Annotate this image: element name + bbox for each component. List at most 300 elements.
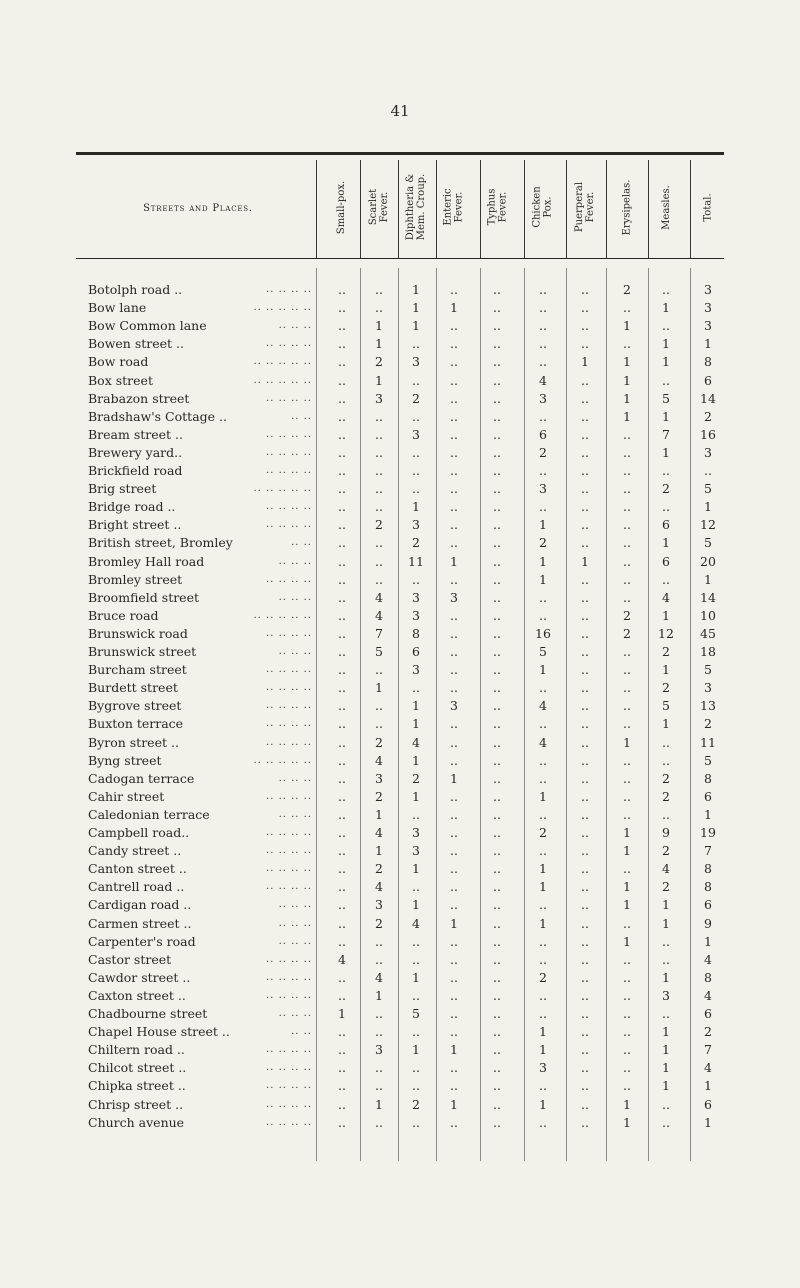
table-cell: 1 bbox=[662, 354, 670, 370]
table-cell: 1 bbox=[662, 1078, 670, 1094]
table-cell: .. bbox=[450, 969, 458, 985]
table-cell: .. bbox=[623, 463, 631, 478]
table-cell: .. bbox=[581, 372, 589, 388]
table-cell: 1 bbox=[704, 571, 712, 587]
table-cell: .. bbox=[493, 300, 501, 316]
table-cell: 18 bbox=[700, 644, 716, 659]
leader-dots: .. .. .. bbox=[278, 917, 312, 929]
column-header-label: Chicken Pox. bbox=[532, 186, 554, 228]
table-cell: 3 bbox=[704, 300, 712, 316]
street-name: Brickfield road bbox=[88, 463, 183, 478]
table-cell: .. bbox=[450, 806, 458, 822]
street-name: Church avenue bbox=[88, 1114, 185, 1130]
table-cell: .. bbox=[412, 336, 420, 352]
table-cell: .. bbox=[493, 354, 501, 370]
table-cell: .. bbox=[493, 734, 501, 750]
leader-dots: .. .. .. bbox=[278, 772, 312, 784]
table-cell: 3 bbox=[450, 698, 458, 714]
table-cell: .. bbox=[623, 589, 631, 605]
table-cell: 9 bbox=[704, 915, 712, 931]
table-cell: .. bbox=[493, 825, 501, 840]
street-name: Cawdor street .. bbox=[88, 969, 191, 985]
table-cell: 1 bbox=[704, 1114, 712, 1130]
table-cell: 3 bbox=[412, 662, 420, 678]
table-cell: .. bbox=[623, 553, 631, 569]
column-header bbox=[690, 160, 726, 254]
table-cell: .. bbox=[623, 336, 631, 352]
table-cell: 2 bbox=[662, 770, 670, 786]
table-cell: .. bbox=[539, 408, 547, 424]
table-cell: 1 bbox=[450, 915, 458, 931]
street-name: Burcham street bbox=[88, 662, 187, 678]
table-cell: .. bbox=[581, 1024, 589, 1040]
street-name: Brunswick street bbox=[88, 644, 197, 659]
table-cell: 1 bbox=[662, 1042, 670, 1058]
column-header bbox=[479, 160, 515, 254]
table-cell: .. bbox=[704, 463, 712, 478]
table-row bbox=[0, 661, 800, 679]
table-cell: .. bbox=[450, 390, 458, 406]
table-cell: .. bbox=[662, 933, 670, 949]
table-cell: .. bbox=[493, 1060, 501, 1076]
leader-dots: .. .. .. bbox=[278, 935, 312, 947]
table-cell: .. bbox=[375, 951, 383, 967]
table-cell: .. bbox=[581, 662, 589, 678]
street-name: Bow lane bbox=[88, 300, 147, 316]
street-name: Bridge road .. bbox=[88, 499, 176, 515]
table-cell: .. bbox=[539, 987, 547, 1003]
street-name: Brig street bbox=[88, 481, 157, 497]
table-row bbox=[0, 752, 800, 770]
table-row bbox=[0, 480, 800, 498]
table-cell: .. bbox=[623, 1042, 631, 1058]
table-cell: .. bbox=[493, 698, 501, 714]
table-cell: .. bbox=[450, 625, 458, 641]
table-cell: .. bbox=[412, 879, 420, 895]
table-cell: .. bbox=[338, 354, 346, 370]
table-cell: .. bbox=[623, 300, 631, 316]
table-cell: .. bbox=[662, 951, 670, 967]
table-cell: .. bbox=[623, 861, 631, 877]
column-header-label: Diphtheria & Mem. Croup. bbox=[405, 173, 428, 241]
table-cell: .. bbox=[493, 680, 501, 696]
table-cell: .. bbox=[662, 1114, 670, 1130]
table-cell: 3 bbox=[412, 825, 420, 840]
table-cell: .. bbox=[539, 300, 547, 316]
table-cell: 4 bbox=[539, 372, 547, 388]
table-cell: .. bbox=[338, 987, 346, 1003]
table-cell: .. bbox=[493, 589, 501, 605]
table-cell: .. bbox=[338, 607, 346, 623]
table-cell: .. bbox=[581, 390, 589, 406]
table-cell: .. bbox=[581, 1060, 589, 1076]
table-cell: .. bbox=[450, 571, 458, 587]
table-cell: .. bbox=[450, 644, 458, 659]
table-cell: 3 bbox=[539, 390, 547, 406]
table-cell: .. bbox=[338, 806, 346, 822]
table-cell: 5 bbox=[375, 644, 383, 659]
table-row bbox=[0, 1096, 800, 1114]
table-cell: 4 bbox=[375, 607, 383, 623]
table-cell: .. bbox=[623, 716, 631, 732]
table-cell: 8 bbox=[412, 625, 420, 641]
leader-dots: .. .. .. bbox=[278, 320, 312, 332]
table-cell: .. bbox=[412, 1078, 420, 1094]
table-row bbox=[0, 969, 800, 987]
table-cell: .. bbox=[450, 1006, 458, 1021]
table-cell: 1 bbox=[539, 788, 547, 804]
table-cell: 1 bbox=[539, 879, 547, 895]
table-row bbox=[0, 353, 800, 371]
table-cell: .. bbox=[539, 897, 547, 913]
table-cell: .. bbox=[539, 499, 547, 515]
table-cell: .. bbox=[338, 625, 346, 641]
table-row bbox=[0, 1114, 800, 1132]
table-cell: .. bbox=[539, 336, 547, 352]
table-cell: 1 bbox=[412, 1042, 420, 1058]
table-cell: .. bbox=[375, 1078, 383, 1094]
table-cell: .. bbox=[493, 933, 501, 949]
table-cell: 1 bbox=[623, 390, 631, 406]
table-cell: .. bbox=[581, 589, 589, 605]
table-cell: 1 bbox=[412, 716, 420, 732]
table-cell: 1 bbox=[662, 662, 670, 678]
header-bottom-rule bbox=[76, 258, 724, 259]
table-cell: 1 bbox=[375, 987, 383, 1003]
table-cell: .. bbox=[450, 499, 458, 515]
table-cell: .. bbox=[493, 499, 501, 515]
table-row bbox=[0, 915, 800, 933]
leader-dots: .. .. .. .. bbox=[266, 284, 312, 295]
table-row bbox=[0, 643, 800, 661]
table-cell: .. bbox=[412, 1060, 420, 1076]
column-header bbox=[567, 160, 603, 254]
street-name: Caxton street .. bbox=[88, 987, 186, 1003]
table-cell: .. bbox=[338, 716, 346, 732]
table-cell: .. bbox=[450, 1114, 458, 1130]
street-name: British street, Bromley bbox=[88, 535, 233, 551]
column-rule bbox=[648, 160, 649, 258]
table-row bbox=[0, 607, 800, 625]
table-cell: .. bbox=[493, 1042, 501, 1058]
table-cell: 14 bbox=[700, 589, 716, 605]
table-cell: .. bbox=[450, 987, 458, 1003]
table-cell: .. bbox=[338, 282, 346, 297]
table-cell: .. bbox=[493, 788, 501, 804]
table-cell: .. bbox=[623, 481, 631, 497]
table-cell: 1 bbox=[581, 553, 589, 569]
table-cell: 2 bbox=[412, 770, 420, 786]
table-cell: .. bbox=[493, 336, 501, 352]
table-cell: 1 bbox=[623, 1114, 631, 1130]
table-cell: .. bbox=[450, 951, 458, 967]
table-cell: .. bbox=[450, 933, 458, 949]
table-cell: 1 bbox=[623, 1096, 631, 1112]
table-cell: 4 bbox=[375, 589, 383, 605]
table-cell: 2 bbox=[375, 354, 383, 370]
table-cell: 1 bbox=[450, 770, 458, 786]
leader-dots: .. .. .. .. bbox=[266, 1044, 312, 1056]
table-cell: .. bbox=[662, 372, 670, 388]
leader-dots: .. .. .. bbox=[278, 646, 312, 657]
leader-dots: .. .. .. .. .. bbox=[253, 609, 312, 621]
column-header bbox=[609, 160, 645, 254]
table-cell: 1 bbox=[338, 1006, 346, 1021]
street-name: Bow Common lane bbox=[88, 318, 207, 334]
table-cell: .. bbox=[623, 644, 631, 659]
leader-dots: .. .. .. bbox=[278, 591, 312, 603]
table-cell: .. bbox=[581, 752, 589, 768]
table-cell: .. bbox=[581, 481, 589, 497]
table-cell: 1 bbox=[581, 354, 589, 370]
table-cell: .. bbox=[581, 300, 589, 316]
table-cell: .. bbox=[450, 408, 458, 424]
table-cell: 4 bbox=[704, 951, 712, 967]
table-cell: .. bbox=[581, 770, 589, 786]
table-cell: .. bbox=[412, 933, 420, 949]
table-cell: .. bbox=[338, 481, 346, 497]
table-cell: .. bbox=[412, 987, 420, 1003]
table-cell: 2 bbox=[623, 282, 631, 297]
leader-dots: .. .. .. .. bbox=[266, 971, 312, 983]
table-cell: .. bbox=[338, 444, 346, 460]
table-cell: .. bbox=[581, 843, 589, 859]
table-cell: .. bbox=[338, 535, 346, 551]
street-name: Cadogan terrace bbox=[88, 770, 195, 786]
table-cell: .. bbox=[493, 969, 501, 985]
table-cell: 1 bbox=[623, 825, 631, 840]
table-cell: .. bbox=[338, 318, 346, 334]
table-row bbox=[0, 1005, 800, 1023]
street-name: Cantrell road .. bbox=[88, 879, 185, 895]
table-cell: 2 bbox=[662, 644, 670, 659]
table-cell: 5 bbox=[704, 752, 712, 768]
table-row bbox=[0, 1023, 800, 1041]
table-cell: .. bbox=[493, 625, 501, 641]
table-cell: 6 bbox=[662, 553, 670, 569]
street-name: Broomfield street bbox=[88, 589, 200, 605]
column-rule bbox=[606, 160, 607, 258]
table-cell: 1 bbox=[623, 933, 631, 949]
table-cell: 1 bbox=[623, 879, 631, 895]
table-cell: .. bbox=[539, 951, 547, 967]
table-cell: 4 bbox=[338, 951, 346, 967]
table-row bbox=[0, 317, 800, 335]
table-cell: 1 bbox=[375, 372, 383, 388]
table-cell: 4 bbox=[375, 825, 383, 840]
column-header bbox=[436, 160, 472, 254]
table-cell: .. bbox=[493, 1078, 501, 1094]
table-cell: .. bbox=[450, 282, 458, 297]
table-row bbox=[0, 426, 800, 444]
table-cell: 1 bbox=[662, 336, 670, 352]
table-cell: 2 bbox=[539, 969, 547, 985]
table-cell: .. bbox=[493, 535, 501, 551]
leader-dots: .. .. bbox=[291, 537, 312, 549]
table-cell: 1 bbox=[623, 843, 631, 859]
leader-dots: .. .. bbox=[291, 410, 312, 422]
table-cell: .. bbox=[623, 499, 631, 515]
table-cell: 1 bbox=[412, 300, 420, 316]
leader-dots: .. .. .. .. bbox=[266, 700, 312, 712]
table-cell: 1 bbox=[375, 336, 383, 352]
table-cell: 2 bbox=[375, 861, 383, 877]
table-cell: .. bbox=[338, 662, 346, 678]
table-cell: .. bbox=[338, 698, 346, 714]
column-header-label: Total. bbox=[702, 192, 714, 222]
table-cell: .. bbox=[412, 463, 420, 478]
table-cell: 5 bbox=[704, 481, 712, 497]
table-cell: .. bbox=[581, 517, 589, 533]
table-cell: 16 bbox=[535, 625, 551, 641]
table-row bbox=[0, 553, 800, 571]
leader-dots: .. .. .. bbox=[278, 555, 312, 567]
table-cell: .. bbox=[450, 463, 458, 478]
table-cell: 1 bbox=[375, 318, 383, 334]
table-cell: .. bbox=[539, 716, 547, 732]
table-row bbox=[0, 1041, 800, 1059]
table-cell: 5 bbox=[704, 535, 712, 551]
table-cell: .. bbox=[581, 408, 589, 424]
table-cell: 3 bbox=[539, 1060, 547, 1076]
header-top-rule bbox=[76, 152, 724, 155]
table-cell: .. bbox=[338, 734, 346, 750]
table-cell: .. bbox=[581, 825, 589, 840]
table-cell: .. bbox=[375, 553, 383, 569]
table-cell: 3 bbox=[412, 517, 420, 533]
table-row bbox=[0, 498, 800, 516]
street-name: Caledonian terrace bbox=[88, 806, 210, 822]
table-cell: .. bbox=[450, 354, 458, 370]
table-cell: .. bbox=[412, 571, 420, 587]
table-cell: 1 bbox=[662, 915, 670, 931]
table-row bbox=[0, 462, 800, 480]
leader-dots: .. .. .. .. bbox=[266, 989, 312, 1001]
table-cell: .. bbox=[581, 1078, 589, 1094]
table-cell: .. bbox=[338, 644, 346, 659]
table-cell: .. bbox=[450, 535, 458, 551]
table-cell: .. bbox=[375, 1060, 383, 1076]
table-cell: .. bbox=[412, 481, 420, 497]
table-cell: .. bbox=[338, 825, 346, 840]
table-cell: .. bbox=[581, 879, 589, 895]
column-header bbox=[398, 160, 434, 254]
table-cell: .. bbox=[662, 734, 670, 750]
table-cell: .. bbox=[581, 969, 589, 985]
table-cell: .. bbox=[493, 282, 501, 297]
table-cell: .. bbox=[623, 951, 631, 967]
table-cell: 1 bbox=[623, 372, 631, 388]
table-cell: .. bbox=[623, 770, 631, 786]
table-cell: .. bbox=[623, 752, 631, 768]
table-cell: .. bbox=[450, 426, 458, 442]
table-cell: .. bbox=[338, 1024, 346, 1040]
table-cell: .. bbox=[338, 788, 346, 804]
table-cell: .. bbox=[450, 1060, 458, 1076]
table-row bbox=[0, 806, 800, 824]
leader-dots: .. .. .. .. bbox=[266, 953, 312, 965]
table-cell: 5 bbox=[539, 644, 547, 659]
column-header bbox=[361, 160, 397, 254]
table-cell: 5 bbox=[412, 1006, 420, 1021]
table-cell: 1 bbox=[375, 1096, 383, 1112]
table-cell: .. bbox=[493, 915, 501, 931]
table-cell: .. bbox=[662, 463, 670, 478]
column-header-label: Erysipelas. bbox=[621, 179, 633, 235]
table-cell: .. bbox=[581, 951, 589, 967]
street-name: Brewery yard.. bbox=[88, 444, 183, 460]
table-cell: .. bbox=[493, 770, 501, 786]
table-cell: .. bbox=[412, 1024, 420, 1040]
table-cell: 1 bbox=[450, 1096, 458, 1112]
table-cell: 1 bbox=[704, 499, 712, 515]
table-cell: .. bbox=[412, 408, 420, 424]
column-rule bbox=[436, 160, 437, 258]
table-cell: 1 bbox=[412, 969, 420, 985]
table-cell: 1 bbox=[539, 1024, 547, 1040]
table-cell: 1 bbox=[539, 662, 547, 678]
table-cell: 6 bbox=[704, 788, 712, 804]
table-cell: .. bbox=[493, 390, 501, 406]
table-cell: .. bbox=[662, 571, 670, 587]
table-cell: .. bbox=[338, 571, 346, 587]
table-cell: 1 bbox=[662, 1024, 670, 1040]
table-cell: .. bbox=[450, 336, 458, 352]
table-cell: .. bbox=[493, 1006, 501, 1021]
table-cell: 10 bbox=[700, 607, 716, 623]
table-cell: .. bbox=[581, 625, 589, 641]
table-cell: 2 bbox=[623, 607, 631, 623]
table-cell: .. bbox=[493, 662, 501, 678]
table-cell: 8 bbox=[704, 861, 712, 877]
table-cell: 8 bbox=[704, 969, 712, 985]
table-cell: .. bbox=[338, 1096, 346, 1112]
table-cell: 5 bbox=[662, 698, 670, 714]
table-cell: .. bbox=[375, 933, 383, 949]
table-cell: 7 bbox=[375, 625, 383, 641]
table-cell: 1 bbox=[662, 408, 670, 424]
street-name: Burdett street bbox=[88, 680, 178, 696]
table-cell: .. bbox=[375, 463, 383, 478]
table-cell: .. bbox=[338, 861, 346, 877]
table-cell: 2 bbox=[662, 843, 670, 859]
table-cell: .. bbox=[539, 354, 547, 370]
street-name: Chiltern road .. bbox=[88, 1042, 185, 1058]
table-cell: 2 bbox=[623, 625, 631, 641]
table-cell: .. bbox=[581, 716, 589, 732]
table-cell: 1 bbox=[412, 318, 420, 334]
table-row bbox=[0, 534, 800, 552]
table-row bbox=[0, 1059, 800, 1077]
table-cell: .. bbox=[581, 1042, 589, 1058]
street-name: Bygrove street bbox=[88, 698, 182, 714]
table-cell: .. bbox=[662, 752, 670, 768]
table-cell: .. bbox=[450, 752, 458, 768]
table-cell: 4 bbox=[662, 861, 670, 877]
table-cell: .. bbox=[450, 716, 458, 732]
table-cell: .. bbox=[581, 861, 589, 877]
table-cell: 4 bbox=[412, 915, 420, 931]
table-cell: 1 bbox=[662, 716, 670, 732]
leader-dots: .. .. .. .. bbox=[266, 1062, 312, 1074]
table-cell: .. bbox=[493, 426, 501, 442]
table-cell: 2 bbox=[375, 517, 383, 533]
table-cell: .. bbox=[493, 806, 501, 822]
table-cell: 1 bbox=[450, 300, 458, 316]
table-row bbox=[0, 933, 800, 951]
table-row bbox=[0, 1077, 800, 1095]
table-cell: .. bbox=[493, 861, 501, 877]
